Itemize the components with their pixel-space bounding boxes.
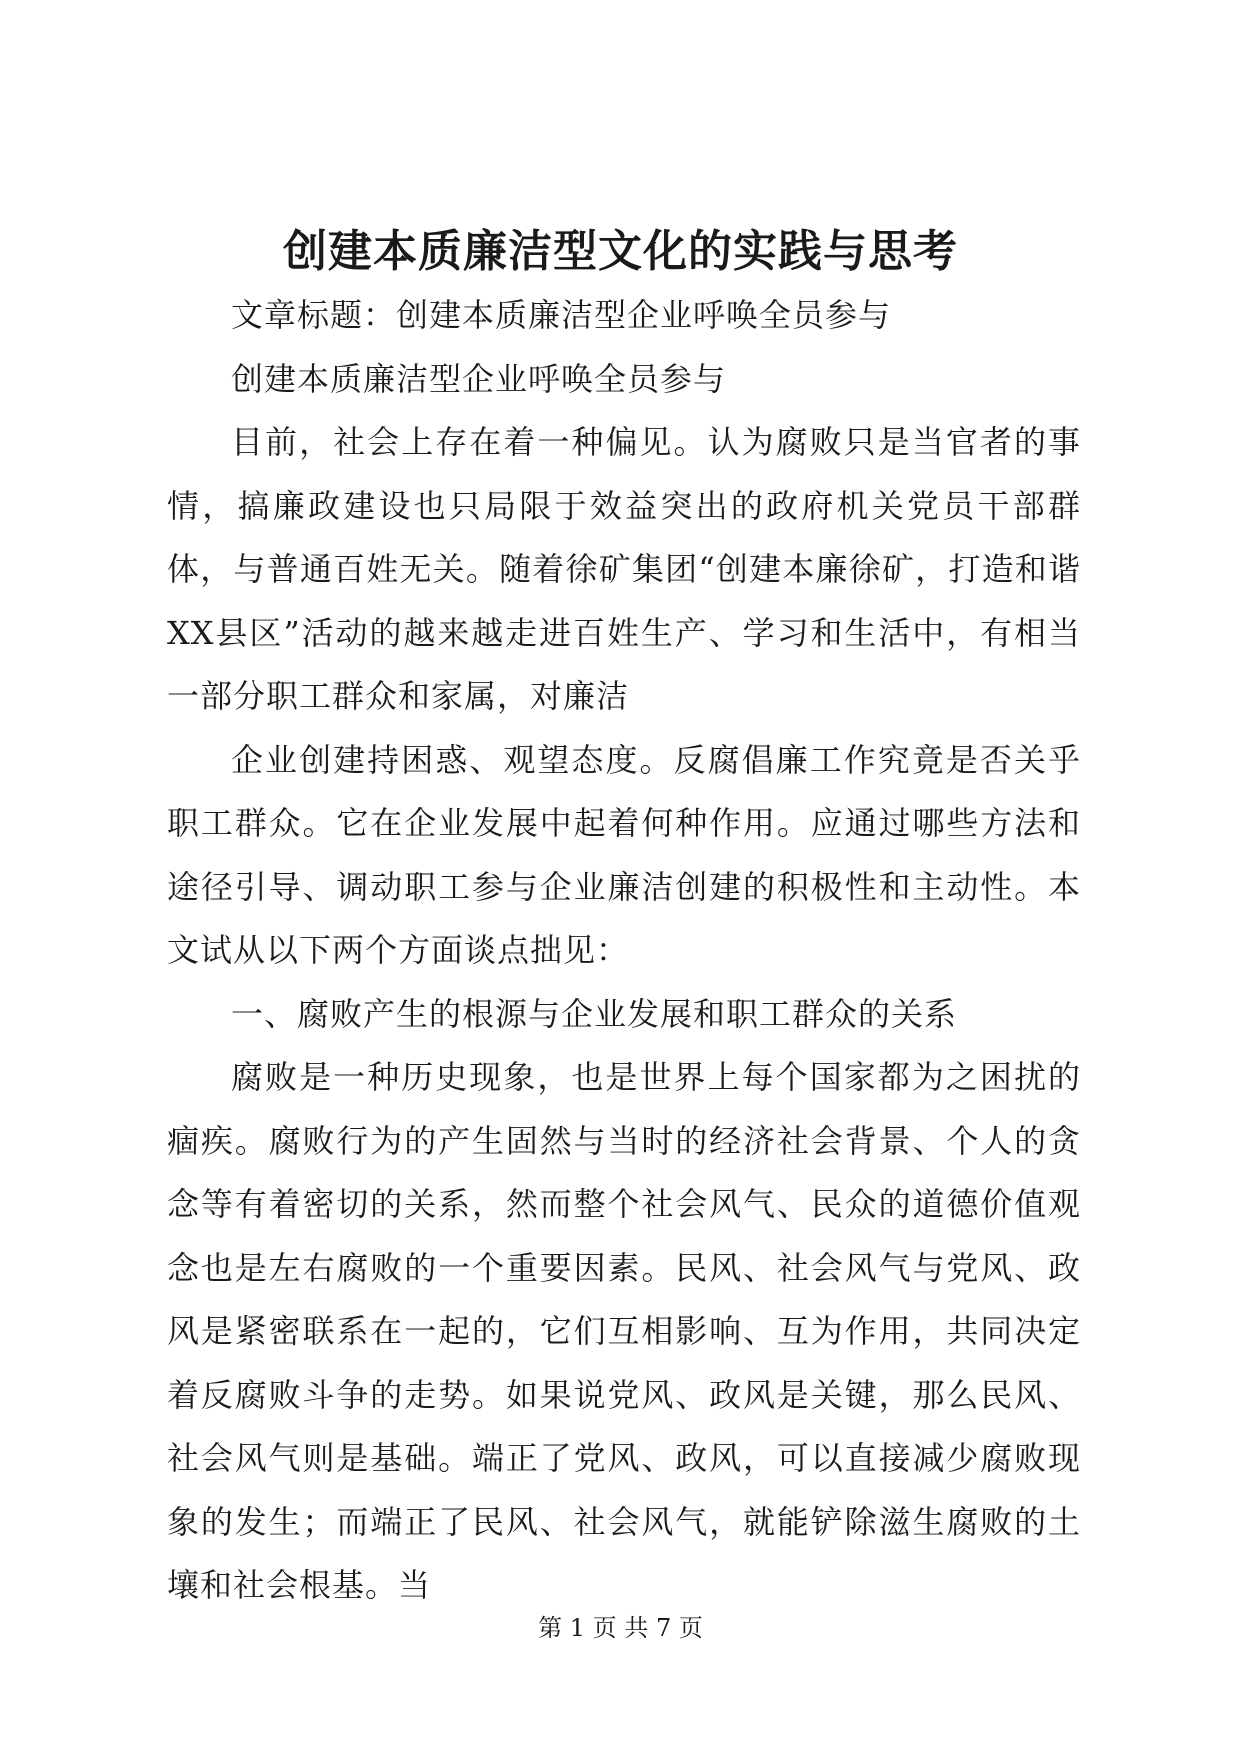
document-body <box>167 284 1081 1618</box>
page-footer: 第 1 页 共 7 页 <box>538 1614 703 1642</box>
section-heading: 一、腐败产生的根源与企业发展和职工群众的关系 <box>231 994 958 1033</box>
body-paragraph: 企业创建持困惑、观望态度。反腐倡廉工作究竟是否关乎职工群众。它在企业发展中起着何种作用。应通过哪些方法和途径引导、调动职工参与企业廉洁创建的积极性和主动性。本文试从以下两个方面谈点拙见： <box>167 740 1081 969</box>
document-title: 创建本质廉洁型文化的实践与思考 <box>283 226 958 277</box>
article-subtitle-line: 创建本质廉洁型企业呼唤全员参与 <box>231 359 727 398</box>
body-paragraph: 腐败是一种历史现象，也是世界上每个国家都为之困扰的痼疾。腐败行为的产生固然与当时的经济社会背景、个人的贪念等有着密切的关系，然而整个社会风气、民众的道德价值观念也是左右腐败的一个重要因素。民风、社会风气与党风、政风是紧密联系在一起的，它们互相影响、互为作用，共同决定着反腐败斗争的走势。如果说党风、政风是关键，那么民风、社会风气则是基础。端正了党风、政风，可以直接减少腐败现象的发生；而端正了民风、社会风气，就能铲除滋生腐败的土壤和社会根基。当 <box>167 1058 1081 1604</box>
article-heading-line: 文章标题：创建本质廉洁型企业呼唤全员参与 <box>231 296 892 334</box>
body-paragraph: 目前，社会上存在着一种偏见。认为腐败只是当官者的事情，搞廉政建设也只局限于效益突出的政府机关党员干部群体，与普通百姓无关。随着徐矿集团“创建本廉徐矿，打造和谐XX县区”活动的越来越走进百姓生产、学习和生活中，有相当一部分职工群众和家属，对廉洁 <box>167 423 1081 715</box>
